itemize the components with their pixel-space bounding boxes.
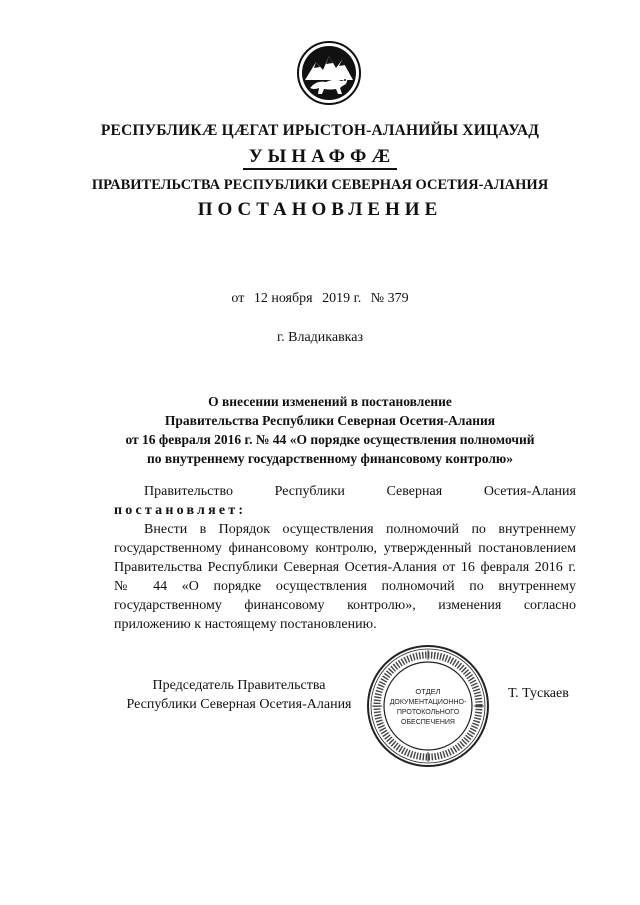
header-ossetian-government: РЕСПУБЛИКÆ ЦÆГАТ ИРЫСТОН-АЛАНИЙЫ ХИЦАУАД — [100, 122, 540, 139]
decree-number: № 379 — [370, 291, 409, 306]
signer-role: Республики Северная Осетия-Алания — [126, 697, 352, 712]
official-stamp — [366, 644, 490, 768]
date-prefix: от — [231, 291, 245, 306]
decree-date-line — [0, 291, 640, 307]
intro-word: Северная — [386, 484, 443, 499]
paragraph-line: государственному финансовому контролю», изменения согласно — [114, 598, 576, 613]
coat-of-arms-icon — [296, 40, 362, 106]
title-line: О внесении изменений в постановление — [208, 394, 452, 409]
decree-title — [110, 392, 550, 468]
decree-year: 2019 г. — [322, 291, 362, 306]
decree-keyword: постановляет: — [114, 503, 247, 518]
stamp-line: ПРОТОКОЛЬНОГО — [396, 709, 460, 716]
stamp-line: ДОКУМЕНТАЦИОННО- — [389, 699, 467, 706]
paragraph-line: государственному финансовому контролю, утвержденный постановлением — [114, 541, 576, 556]
header-ossetian-decree — [0, 146, 640, 168]
header-ossetian-decree-text: УЫНАФФÆ — [243, 146, 398, 170]
intro-word: Республики — [274, 484, 345, 499]
decree-city: г. Владикавказ — [276, 330, 364, 345]
header-russian-decree: ПОСТАНОВЛЕНИЕ — [197, 199, 443, 220]
paragraph-line: Внести в Порядок осуществления полномочий по внутреннему — [144, 522, 576, 537]
stamp-line: ОБЕСПЕЧЕНИЯ — [401, 719, 455, 726]
header-russian-government: ПРАВИТЕЛЬСТВА РЕСПУБЛИКИ СЕВЕРНАЯ ОСЕТИЯ-АЛАНИЯ — [91, 177, 549, 193]
intro-word: Осетия-Алания — [483, 484, 576, 499]
decree-paragraph — [114, 520, 576, 634]
intro-word: Правительство — [144, 484, 233, 499]
title-line: по внутреннему государственному финансовому контролю» — [147, 451, 513, 466]
signer-name: Т. Тускаев — [508, 686, 569, 701]
intro-line — [114, 482, 576, 501]
decree-date: 12 ноября — [253, 291, 313, 306]
title-line: Правительства Республики Северная Осетия-Алания — [164, 413, 496, 428]
paragraph-line: Правительства Республики Северная Осетия-Алания от 16 февраля 2016 г. — [114, 560, 576, 575]
paragraph-line: № 44 «О порядке осуществления полномочий по внутреннему — [114, 579, 576, 594]
stamp-line: ОТДЕЛ — [415, 687, 441, 696]
signer-role: Председатель Правительства — [152, 678, 326, 693]
signer-title — [114, 676, 364, 714]
paragraph-line: приложению к настоящему постановлению. — [114, 617, 377, 632]
decree-body — [114, 482, 576, 634]
title-line: от 16 февраля 2016 г. № 44 «О порядке осуществления полномочий — [125, 432, 535, 447]
